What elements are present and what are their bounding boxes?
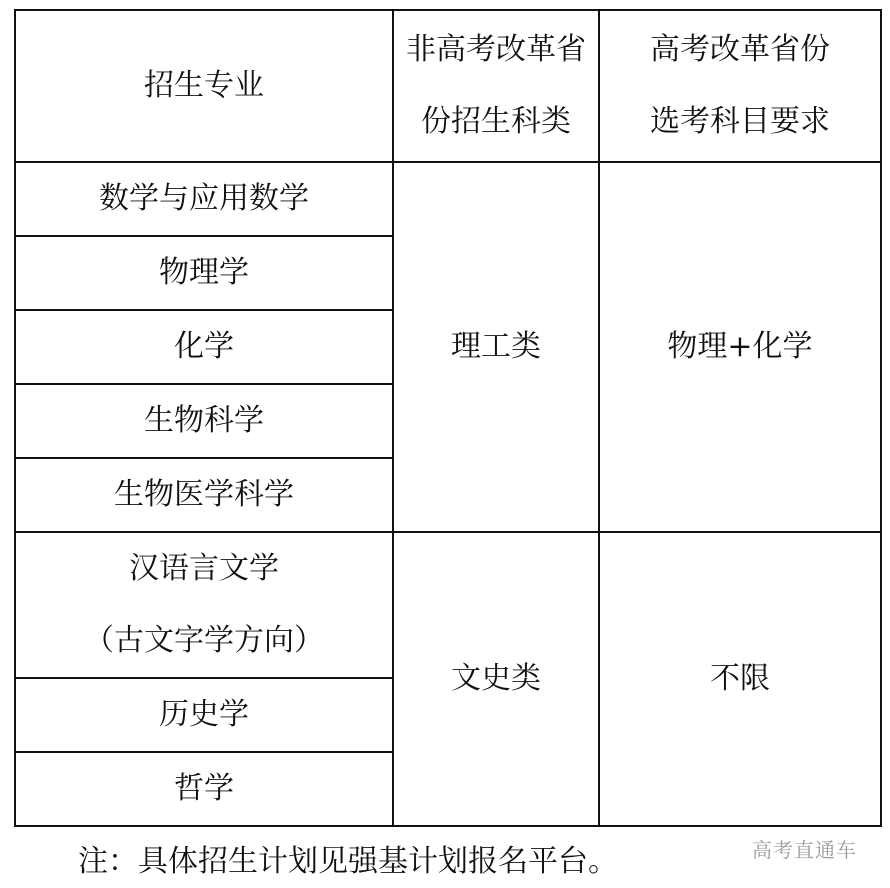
header-category xyxy=(393,10,599,162)
header-requirement-line2: 选考科目要求 xyxy=(650,104,830,139)
major-cell: 哲学 xyxy=(15,752,393,826)
header-category-line2: 份招生科类 xyxy=(421,104,571,139)
major-cell: 数学与应用数学 xyxy=(15,162,393,236)
admissions-table xyxy=(14,9,882,827)
category-cell-humanities: 文史类 xyxy=(393,532,599,826)
major-line2: （古文字学方向） xyxy=(84,623,324,658)
header-requirement-line1: 高考改革省份 xyxy=(650,32,830,67)
header-major-label: 招生专业 xyxy=(144,68,264,103)
major-cell: 生物科学 xyxy=(15,384,393,458)
table-row xyxy=(15,162,881,236)
major-cell: 物理学 xyxy=(15,236,393,310)
table-row xyxy=(15,532,881,678)
major-cell: 生物医学科学 xyxy=(15,458,393,532)
table-header-row xyxy=(15,10,881,162)
header-category-line1: 非高考改革省 xyxy=(406,32,586,67)
requirement-cell-humanities: 不限 xyxy=(599,532,881,826)
footnote: 注：具体招生计划见强基计划报名平台。 xyxy=(78,844,618,879)
header-requirement xyxy=(599,10,881,162)
requirement-cell-science: 物理+化学 xyxy=(599,162,881,532)
category-cell-science: 理工类 xyxy=(393,162,599,532)
major-cell xyxy=(15,532,393,678)
watermark-label: 高考直通车 xyxy=(752,838,857,862)
header-major xyxy=(15,10,393,162)
major-line1: 汉语言文学 xyxy=(129,551,279,586)
major-cell: 历史学 xyxy=(15,678,393,752)
major-cell: 化学 xyxy=(15,310,393,384)
